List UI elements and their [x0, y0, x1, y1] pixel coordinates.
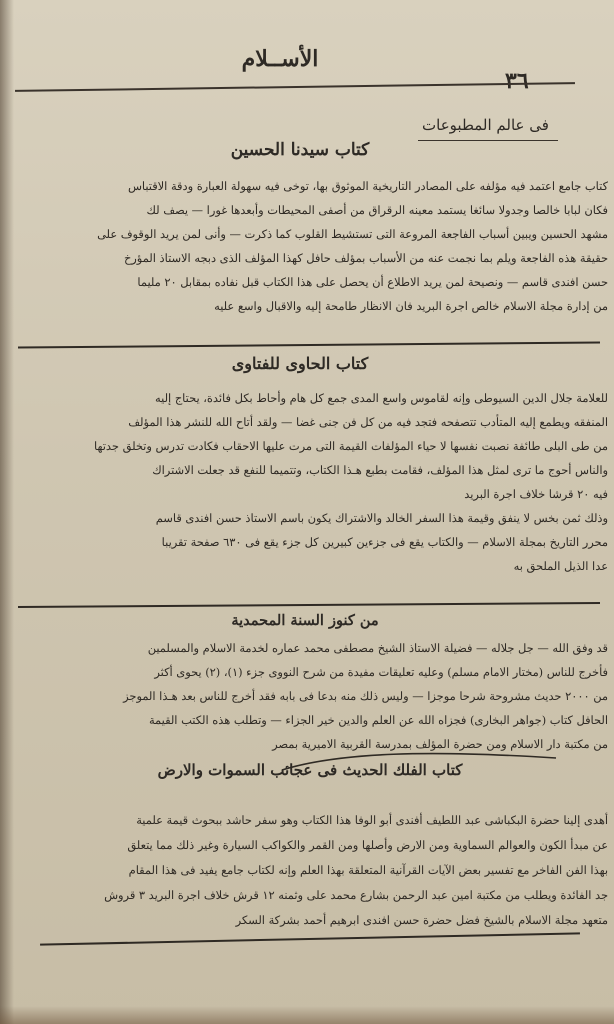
- text-line: حسن افندى قاسم — ونصيحة لمن يريد الاطلاع أن يحصل على هذا الكتاب قبل نفاده بمقابل ٢٠ مليما: [137, 275, 608, 289]
- article-body: [10, 386, 608, 578]
- text-line: عن مبدأ الكون والعوالم السماوية ومن الارض وأصلها ومن القمر والكواكب السيارة وغير ذلك مما يتعلق: [127, 838, 608, 852]
- text-line: من طى البلى طائفة نصبت نفسها لا حياء المؤلفات القيمة التى مرت عليها الاحقاب فكادت تدرس وتخلق جدتها: [94, 439, 608, 453]
- section-label: فى عالم المطبوعات: [422, 116, 549, 134]
- text-line: قد وفق الله — جل جلاله — فضيلة الاستاذ الشيخ مصطفى محمد عماره لخدمة الاسلام والمسلمين: [147, 641, 608, 655]
- text-line: المنفقه ويطمع إليه المتأدب تتصفحه فتجد فيه من كل فن جنى غضا — ولقد أتاح الله للنشر هذا المؤلف: [128, 415, 608, 429]
- article-title: من كنوز السنة المحمدية: [231, 612, 379, 629]
- text-line: فأخرج للناس (مختار الامام مسلم) وعليه تعليقات مفيدة من شرح النووى جزء (١)، (٢) يحوى أكثر: [154, 665, 608, 679]
- article-body: [10, 808, 608, 933]
- text-line: مشهد الحسين ويبين أسباب الفاجعة المروعة التى تستشيط القلوب كما ذكرت — وأنى لمن يريد الوقوف على: [97, 227, 608, 241]
- section-divider: [18, 602, 600, 608]
- text-line: من مكتبة دار الاسلام ومن حضرة المؤلف بمدرسة القربية الاميرية بمصر: [272, 737, 608, 751]
- page-number: ٣٦: [505, 68, 529, 94]
- article-body: [10, 636, 608, 756]
- text-line: فكان لبابا خالصا وجدولا سائغا يستمد معينه الرقراق من أصفى المحيطات وأبعدها غورا — يصف لك: [146, 203, 608, 217]
- text-line: متعهد مجلة الاسلام بالشيخ فضل حضرة حسن افندى ابرهيم أحمد بشركة السكر: [235, 913, 608, 927]
- article-title: كتاب الحاوى للفتاوى: [231, 354, 369, 373]
- text-line: أهدى إلينا حضرة البكباشى عبد اللطيف أفندى أبو الوفا هذا الكتاب وهو سفر حاشد ببحوث قيمة علمية: [136, 813, 608, 827]
- article-body: [10, 174, 608, 318]
- text-line: وذلك ثمن بخس لا ينفق وقيمة هذا السفر الخالد والاشتراك يكون باسم الاستاذ حسن افندى قاسم: [155, 511, 608, 525]
- text-line: للعلامة جلال الدين السيوطى وإنه لقاموس واسع المدى جمع كل هام وأحاط بكل فائدة، يحتاج إليه: [155, 391, 608, 405]
- page-bottom-edge: [0, 1006, 614, 1024]
- text-line: جد الفائدة ويطلب من مكتبة امين عبد الرحمن بشارع محمد على وثمنه ١٢ قرش خلاف اجرة البريد ٣ قروش: [104, 888, 608, 902]
- text-line: عدا الذيل الملحق به: [513, 559, 608, 573]
- section-divider: [18, 341, 600, 348]
- text-line: من إدارة مجلة الاسلام خالص اجرة البريد فان الانظار طامحة إليه والاقبال واسع عليه: [214, 299, 608, 313]
- footer-rule: [40, 932, 580, 945]
- header-rule: [15, 82, 575, 92]
- article-title: كتاب سيدنا الحسين: [230, 140, 370, 160]
- article-title: كتاب الفلك الحديث فى عجائب السموات والارض: [157, 761, 463, 779]
- text-line: فيه ٢٠ قرشا خلاف اجرة البريد: [464, 487, 608, 501]
- text-line: محرر التاريخ بمجلة الاسلام — والكتاب يقع فى جزءين كبيرين كل جزء يقع فى ٦٣٠ صفحة تقريبا: [161, 535, 608, 549]
- running-head: الأســلام: [241, 46, 319, 72]
- text-line: بهذا الفن الفاخر مع تفسير بعض الآيات القرآنية المتعلقة بهذا العلم وإنه لكتاب جامع يفيد فى هذا المقام: [128, 863, 608, 877]
- text-line: كتاب جامع اعتمد فيه مؤلفه على المصادر التاريخية الموثوق بها، توخى فيه سهولة العبارة ودقة الاقتباس: [127, 179, 608, 193]
- text-line: الحافل كتاب (جواهر البخارى) فجزاه الله عن العلم والدين خير الجزاء — وتطلب هذه الكتب القيمة: [148, 713, 608, 727]
- text-line: من ٢٠٠٠ حديث مشروحة شرحا موجزا — وليس ذلك منه بدعا فى بابه فقد أخرج للناس بعد هـذا الموجز: [123, 689, 608, 703]
- text-line: والناس أحوج ما ترى لمثل هذا المؤلف، فقامت بطبع هـذا الكتاب، وتتميما للنفع قد جعلت الاشتراك: [152, 463, 608, 477]
- text-line: حقيقة هذه الفاجعة ويلم بما نجمت عنه من الأسباب بمؤلف حافل كهذا المؤلف الذى دبجه الاستاذ المؤرخ: [123, 251, 608, 265]
